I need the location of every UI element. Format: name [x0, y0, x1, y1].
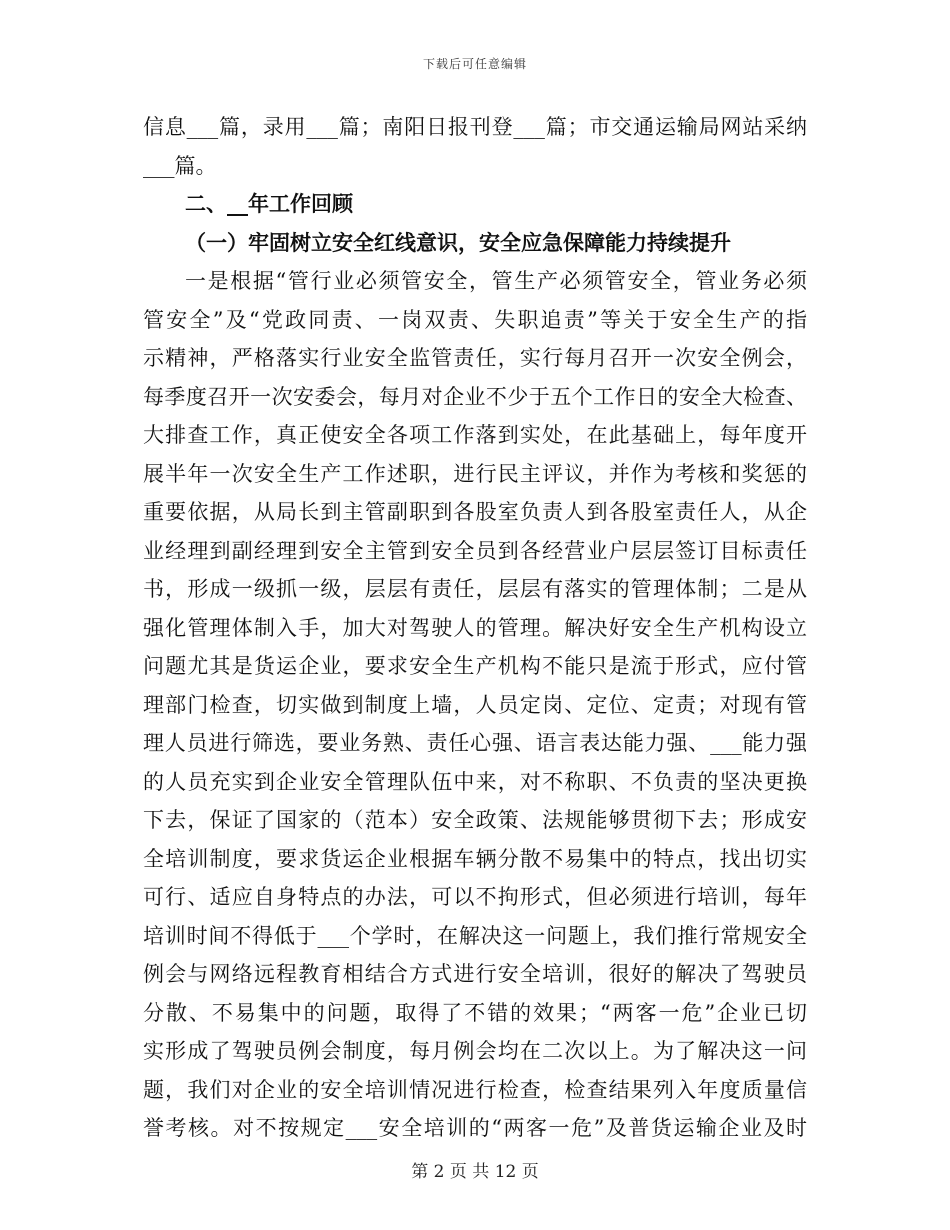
paragraph-line-3: 示精神，严格落实行业安全监管责任，实行每月召开一次安全例会， — [143, 346, 807, 370]
section-heading: 二、__年工作回顾 — [185, 191, 353, 216]
paragraph-line-20: 分散、不易集中的问题，取得了不错的效果；“两客一危”企业已切 — [143, 1000, 807, 1025]
paragraph-line-13: 理人员进行筛选，要业务熟、责任心强、语言表达能力强、___能力强 — [143, 731, 807, 755]
paragraph-line-15: 下去，保证了国家的（范本）安全政策、法规能够贯彻下去；形成安 — [143, 808, 807, 832]
paragraph-line-8: 业经理到副经理到安全主管到安全员到各经营业户层层签订目标责任 — [143, 538, 807, 563]
paragraph-line-23: 誉考核。对不按规定___安全培训的“两客一危”及普货运输企业及时 — [143, 1116, 807, 1140]
paragraph-line-10: 强化管理体制入手，加大对驾驶人的管理。解决好安全生产机构设立 — [143, 615, 807, 640]
page-number: 第 2 页 共 12 页 — [411, 1162, 539, 1182]
paragraph-line-11: 问题尤其是货运企业，要求安全生产机构不能只是流于形式，应付管 — [143, 654, 807, 678]
paragraph-line-17: 可行、适应自身特点的办法，可以不拘形式，但必须进行培训，每年 — [143, 885, 807, 909]
paragraph-line-19: 例会与网络远程教育相结合方式进行安全培训，很好的解决了驾驶员 — [143, 962, 807, 986]
paragraph-line-12: 理部门检查，切实做到制度上墙，人员定岗、定位、定责；对现有管 — [143, 692, 807, 717]
body-line-2: ___篇。 — [143, 153, 217, 178]
subsection-heading: （一）牢固树立安全红线意识，安全应急保障能力持续提升 — [185, 229, 731, 255]
paragraph-line-2: 管安全”及“党政同责、一岗双责、失职追责”等关于安全生产的指 — [143, 307, 807, 332]
paragraph-line-6: 展半年一次安全生产工作述职，进行民主评议，并作为考核和奖惩的 — [143, 461, 807, 486]
body-line-1: 信息___篇，录用___篇；南阳日报刊登___篇；市交通运输局网站采纳 — [143, 115, 807, 139]
paragraph-line-16: 全培训制度，要求货运企业根据车辆分散不易集中的特点，找出切实 — [143, 846, 807, 871]
paragraph-line-5: 大排查工作，真正使安全各项工作落到实处，在此基础上，每年度开 — [143, 423, 807, 447]
paragraph-line-21: 实形成了驾驶员例会制度，每月例会均在二次以上。为了解决这一问 — [143, 1039, 807, 1063]
paragraph-line-1: 一是根据“管行业必须管安全，管生产必须管安全，管业务必须 — [185, 269, 807, 293]
header-note: 下载后可任意编辑 — [422, 57, 527, 71]
paragraph-line-14: 的人员充实到企业安全管理队伍中来，对不称职、不负责的坚决更换 — [143, 769, 807, 794]
paragraph-line-18: 培训时间不得低于___个学时，在解决这一问题上，我们推行常规安全 — [143, 923, 807, 948]
paragraph-line-22: 题，我们对企业的安全培训情况进行检查，检查结果列入年度质量信 — [143, 1077, 807, 1102]
paragraph-line-9: 书，形成一级抓一级，层层有责任，层层有落实的管理体制；二是从 — [143, 577, 807, 601]
document-body — [143, 108, 807, 1148]
paragraph-line-7: 重要依据，从局长到主管副职到各股室负责人到各股室责任人，从企 — [143, 500, 807, 524]
paragraph-line-4: 每季度召开一次安委会，每月对企业不少于五个工作日的安全大检查、 — [143, 384, 807, 409]
